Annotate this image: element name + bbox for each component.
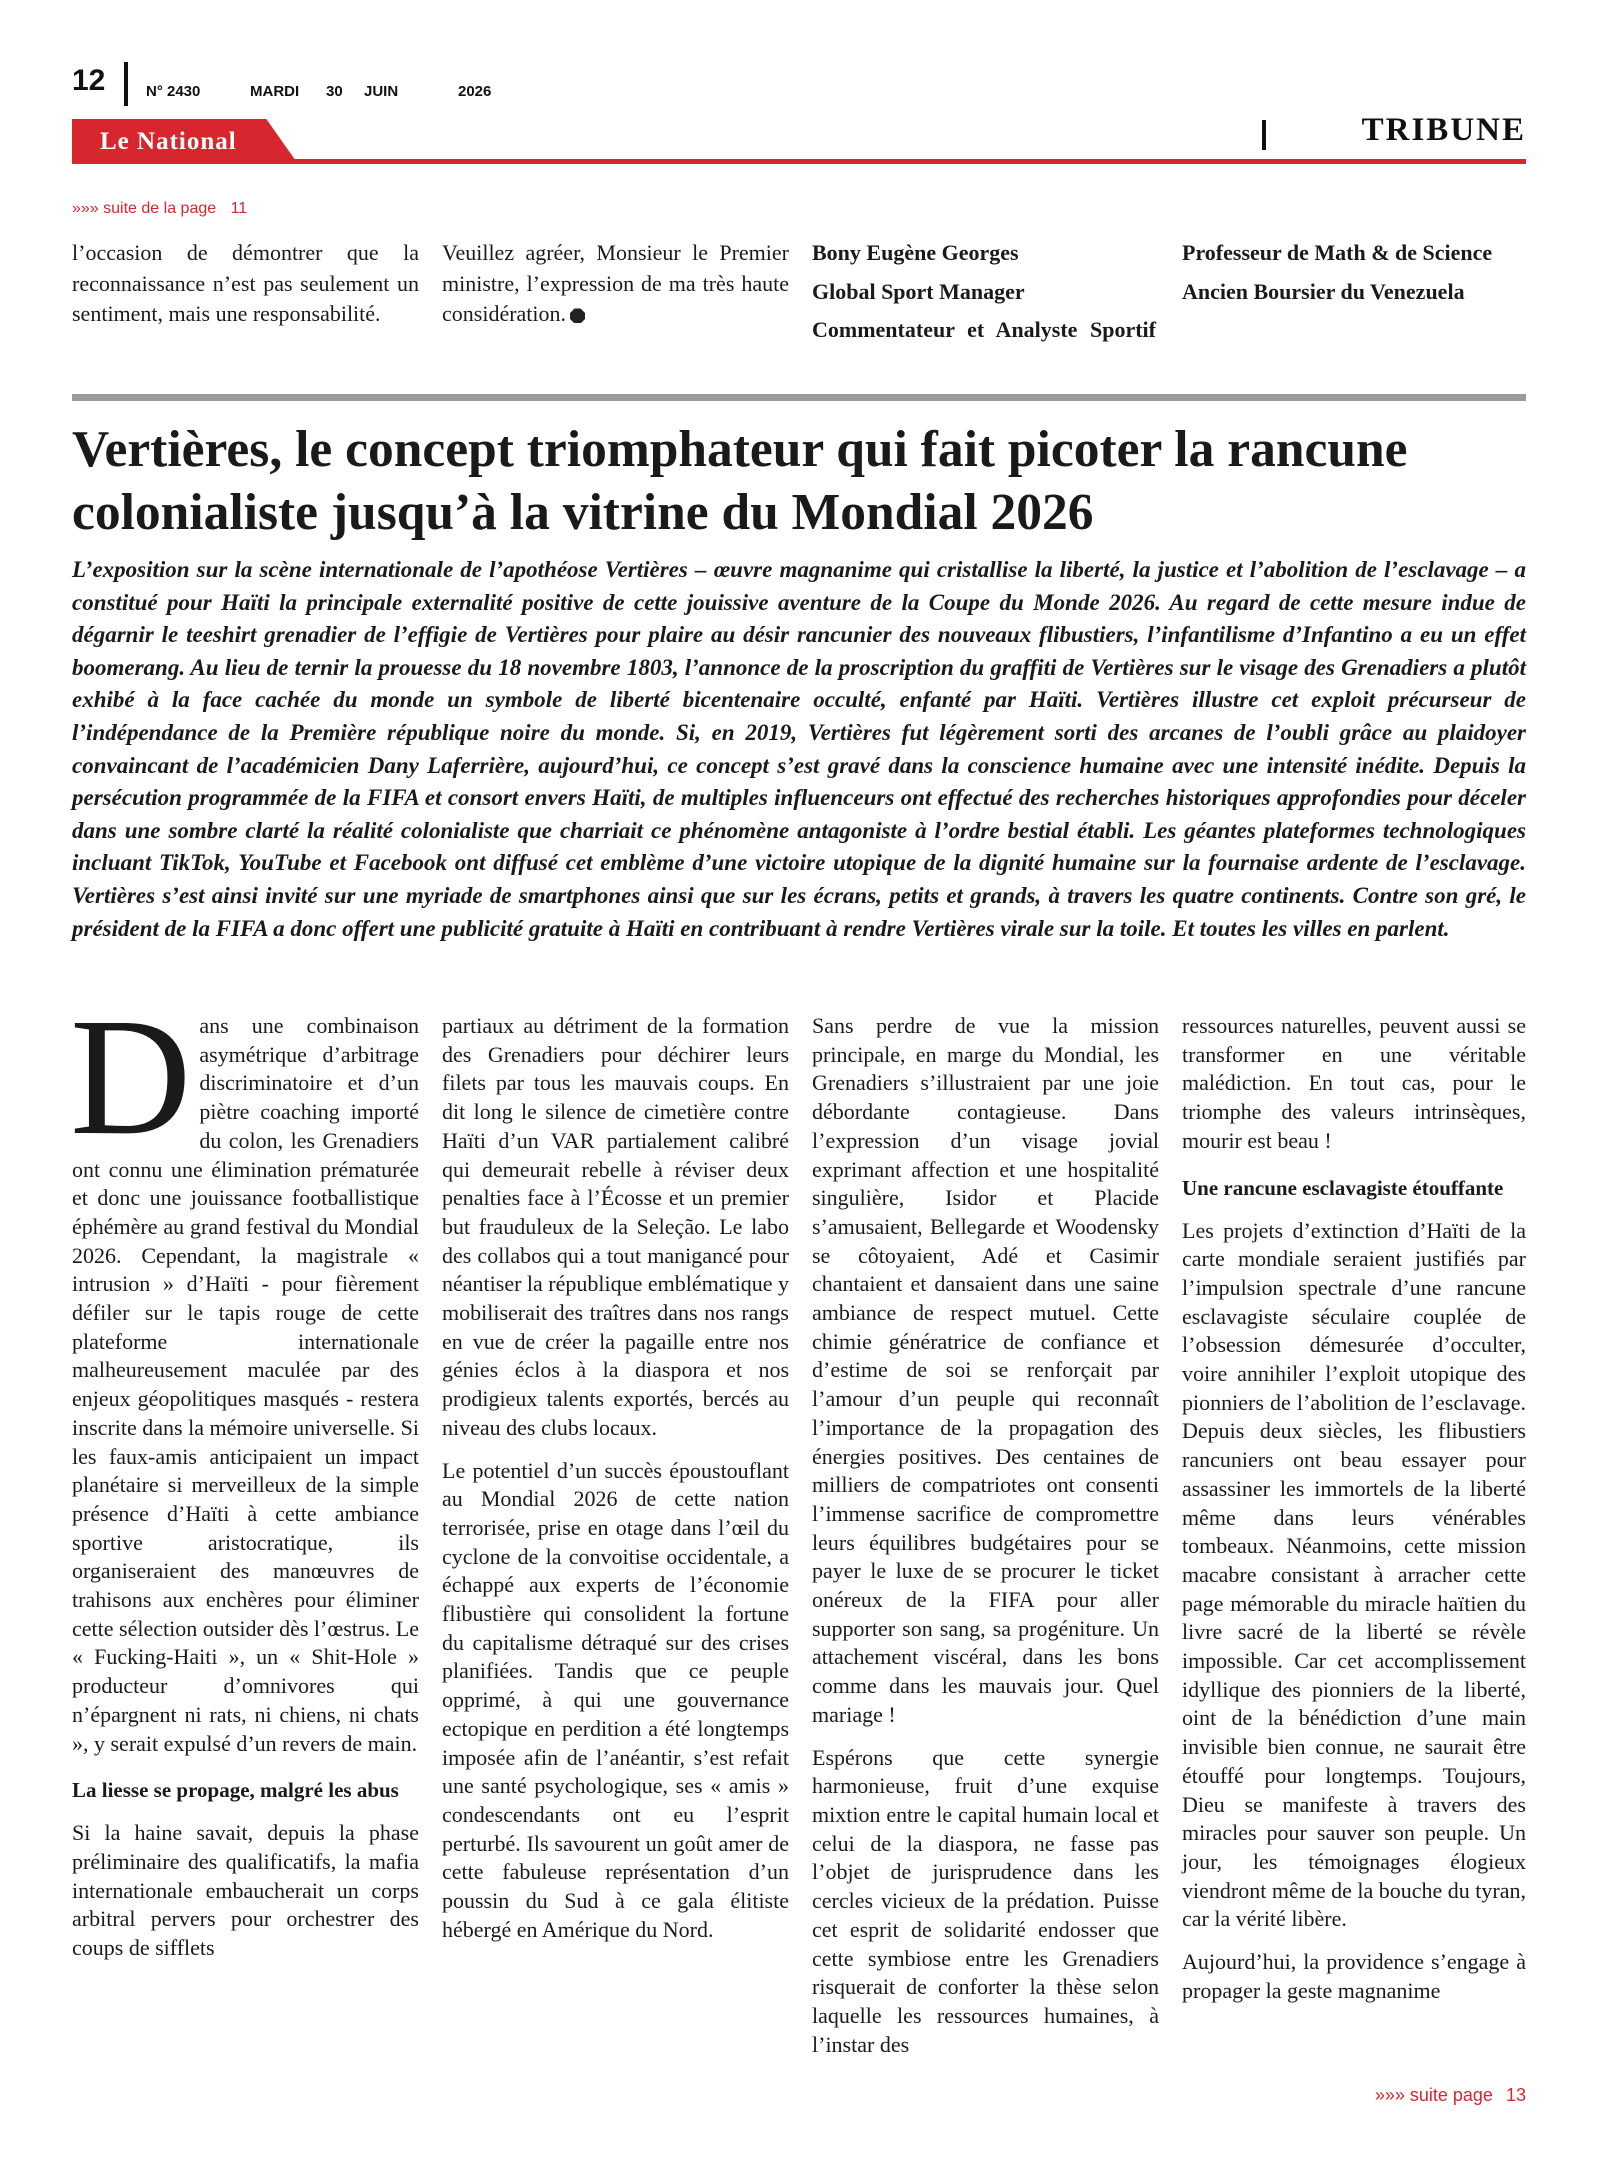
author-role: Commentateur et Analyste Sportif	[812, 317, 1156, 342]
continued-from-text: suite de la page	[103, 200, 217, 217]
page-number: 12	[72, 64, 106, 97]
issue-number: N° 2430	[146, 83, 201, 100]
drop-cap: D	[70, 984, 192, 1170]
paragraph: Espérons que cette synergie harmonieuse, fruit d’une exquise mixtion entre le capital humain local et celui de la diaspora, ne fasse pas l’objet de jurisprudence dans les cercles vicieux de la prédation. Puisse cet esprit de solidarité endosser que cette symbiose entre les Grenadiers risquerait de conforter la thèse selon laquelle les ressources humaines, à l’instar des	[812, 1744, 1159, 2057]
subheading: Une rancune esclavagiste étouffante	[1182, 1175, 1504, 1200]
article-column-1	[70, 984, 420, 1977]
author-role: Global Sport Manager	[812, 278, 1025, 304]
header-red-rule	[72, 159, 1526, 164]
author-role: Professeur de Math & de Science	[1182, 240, 1493, 265]
paragraph: Le potentiel d’un succès époustouflant au Mondial 2026 de cette nation terrorisée, prise en otage dans l’œil du cyclone de la convoitise occidentale, a échappé aux experts de l’économie flibustière qui consolident la fortune du capitalisme détraqué sur des crises planifiées. Tandis que ce peuple opprimé, à qui une gouvernance ectopique en perdition a été longtemps imposée afin de l’anéantir, s’est refait une santé psychologique, ses « amis » condescendants ont eu l’esprit perturbé. Ils savourent un goût amer de cette fabuleuse représentation d’un poussin du Sud à ce gala élitiste hébergé en Amérique du Nord.	[442, 1457, 789, 1942]
article-separator	[72, 394, 1526, 401]
article-title: Vertières, le concept triomphateur qui fait picoter la rancune colonialiste jusqu’à la vitrine du Mondial 2026	[72, 421, 1408, 541]
brand-name: Le National	[100, 128, 237, 155]
author-name: Bony Eugène Georges	[812, 240, 1019, 265]
paragraph: ressources naturelles, peuvent aussi se transformer en une véritable malédiction. En tout cas, pour le triomphe des valeurs intrinsèques, mourir est beau !	[1182, 1013, 1526, 1153]
continued-to-text: suite page	[1409, 2085, 1493, 2105]
header-divider	[124, 62, 128, 106]
article-column-4	[1182, 1012, 1526, 2020]
section-label: TRIBUNE	[1361, 112, 1526, 148]
subheading: La liesse se propage, malgré les abus	[72, 1778, 399, 1803]
paragraph: Les projets d’extinction d’Haïti de la carte mondiale seraient justifiés par l’impulsion spectrale d’une rancune esclavagiste séculaire couplée de l’obsession démesurée d’occulter, voire annihiler l’exploit utopique des pionniers de l’abolition de l’esclavage. Depuis deux siècles, les flibustiers rancuniers ont beau essayer pour assassiner les immortels de la liberté même dans leurs vénérables tombeaux. Néanmoins, cette mission macabre consistant à arracher cette page mémorable du miracle haïtien du livre sacré de la liberté se révèle impossible. Car cet accomplissement idyllique des pionniers de la liberté, oint de la bénédiction d’une main invisible bien connue, ne saurait être étouffé pour longtemps. Toujours, Dieu se manifeste à travers des miracles pour sauver son peuple. Un jour, les témoignages élogieux viendront même de la bouche du tyran, car la vérité libère.	[1182, 1217, 1526, 1932]
author-signature	[812, 238, 1156, 346]
continued-arrows-icon: »»»	[1374, 2085, 1405, 2105]
continued-to-page: 13	[1505, 2085, 1526, 2105]
end-mark-icon	[570, 308, 585, 323]
issue-weekday: MARDI	[250, 83, 300, 100]
author-role: Ancien Boursier du Venezuela	[1182, 278, 1465, 304]
previous-article-col2: Veuillez agréer, Monsieur le Premier ministre, l’expression de ma très haute considération.	[442, 240, 789, 326]
continued-to[interactable]	[1320, 2085, 1526, 2106]
paragraph: partiaux au détriment de la formation des Grenadiers pour déchirer leurs filets par tous les mauvais coups. En dit long le silence de cimetière contre Haïti d’un VAR partialement calibré qui demeurait rebelle à réviser deux penalties face à l’Écosse et un premier but frauduleux de la Seleção. Le labo des collabos qui a tout manigancé pour néantiser la république emblématique y mobiliserait des traîtres dans nos rangs en vue de créer la pagaille entre nos génies éclos à la diaspora et nos prodigieux talents exportés, bercés au niveau des clubs locaux.	[442, 1013, 789, 1440]
issue-year: 2026	[458, 83, 492, 100]
paragraph: Si la haine savait, depuis la phase préliminaire des qualificatifs, la mafia internationale embaucherait un corps arbitral pervers pour orchestrer des coups de sifflets	[72, 1820, 419, 1961]
paragraph: Sans perdre de vue la mission principale, en marge du Mondial, les Grenadiers s’illustraient par une joie débordante contagieuse. Dans l’expression d’un visage jovial exprimant affection et une hospitalité singulière, Isidor et Placide s’amusaient, Bellegarde et Woodensky se côtoyaient, Adé et Casimir chantaient et dansaient dans une saine ambiance de respect mutuel. Cette chimie génératrice de confiance et d’estime de soi se renforçait par l’amour d’un peuple qui reconnaît l’importance de la propagation des énergies positives. Des centaines de milliers de compatriotes ont consenti l’immense sacrifice de compromettre leurs équilibres budgétaires pour se payer le luxe de se procurer le ticket onéreux de la FIFA pour aller supporter son sang, sa progéniture. Un attachement viscéral, dans les bons comme dans les mauvais jour. Quel mariage !	[812, 1013, 1159, 1727]
paragraph: Dans une combinaison asymétrique d’arbitrage discriminatoire et d’un piètre coaching importé du colon, les Grenadiers ont connu une élimination prématurée et donc une jouissance footballistique éphémère au grand festival du Mondial 2026. Cependant, la magistrale « intrusion » d’Haïti - pour fièrement défiler sur le tapis rouge de cette plateforme internationale malheureusement maculée par des enjeux géopolitiques masqués - restera inscrite dans la mémoire universelle. Si les faux-amis anticipaient un impact planétaire si merveilleux de la simple présence d’Haïti à cette ambiance sportive aristocratique, ils organiseraient des manœuvres de trahisons aux enchères pour éliminer cette sélection outsider dès l’œstrus. Le « Fucking-Haiti », un « Shit-Hole » producteur d’omnivores qui n’épargnent ni rats, ni chiens, ni chats », y serait expulsé d’un revers de main.	[70, 984, 420, 1756]
issue-day: 30	[326, 83, 343, 100]
author-credentials	[1182, 238, 1542, 315]
issue-month: JUIN	[364, 83, 399, 100]
article-standfirst: L’exposition sur la scène internationale de l’apothéose Vertières – œuvre magnanime qui cristallise la liberté, la justice et l’abolition de l’esclavage – a constitué pour Haïti la principale externalité positive de cette jouissive aventure de la Coupe du Monde 2026. Au regard de cette mesure indue de dégarnir le teeshirt grenadier de l’effigie de Vertières pour plaire au désir rancunier des nouveaux flibustiers, l’infantilisme d’Infantino a eu un effet boomerang. Au lieu de ternir la prouesse du 18 novembre 1803, l’annonce de la proscription du graffiti de Vertières sur le visage des Grenadiers a plutôt exhibé à la face cachée du monde un symbole de liberté bicentenaire occulté, enfanté par Haïti. Vertières illustre cet exploit précurseur de l’indépendance de la Première république noire du monde. Si, en 2019, Vertières fut légèrement sorti des arcanes de l’oubli grâce au plaidoyer convaincant de l’académicien Dany Laferrière, aujourd’hui, ce concept s’est gravé dans la conscience humaine avec une intensité inédite. Depuis la persécution programmée de la FIFA et consort envers Haïti, de multiples influenceurs ont effectué des recherches historiques approfondies pour déceler dans une sombre clarté la réalité colonialiste que charriait ce phénomène antagoniste à l’ordre bestial établi. Les géantes plateformes technologiques incluant TikTok, YouTube et Facebook ont diffusé cet emblème d’une victoire utopique de la dignité humaine sur la fournaise ardente de l’esclavage. Vertières s’est ainsi invité sur une myriade de smartphones ainsi que sur les écrans, petits et grands, à travers les quatre continents. Contre son gré, le président de la FIFA a donc offert une publicité gratuite à Haïti en contribuant à rendre Vertières virale sur la toile. Et toutes les villes en parlent.	[72, 557, 1526, 941]
continued-arrows-icon: »»»	[72, 200, 99, 217]
paragraph: Aujourd’hui, la providence s’engage à propager la geste magnanime	[1182, 1949, 1526, 2003]
previous-article-col1: l’occasion de démontrer que la reconnaissance n’est pas seulement un sentiment, mais une responsabilité.	[72, 240, 419, 326]
section-divider	[1262, 120, 1266, 150]
continued-from-page: 11	[230, 200, 248, 217]
article-column-3	[812, 1012, 1159, 2073]
article-column-2	[442, 1012, 789, 1959]
continued-from[interactable]	[72, 200, 247, 218]
